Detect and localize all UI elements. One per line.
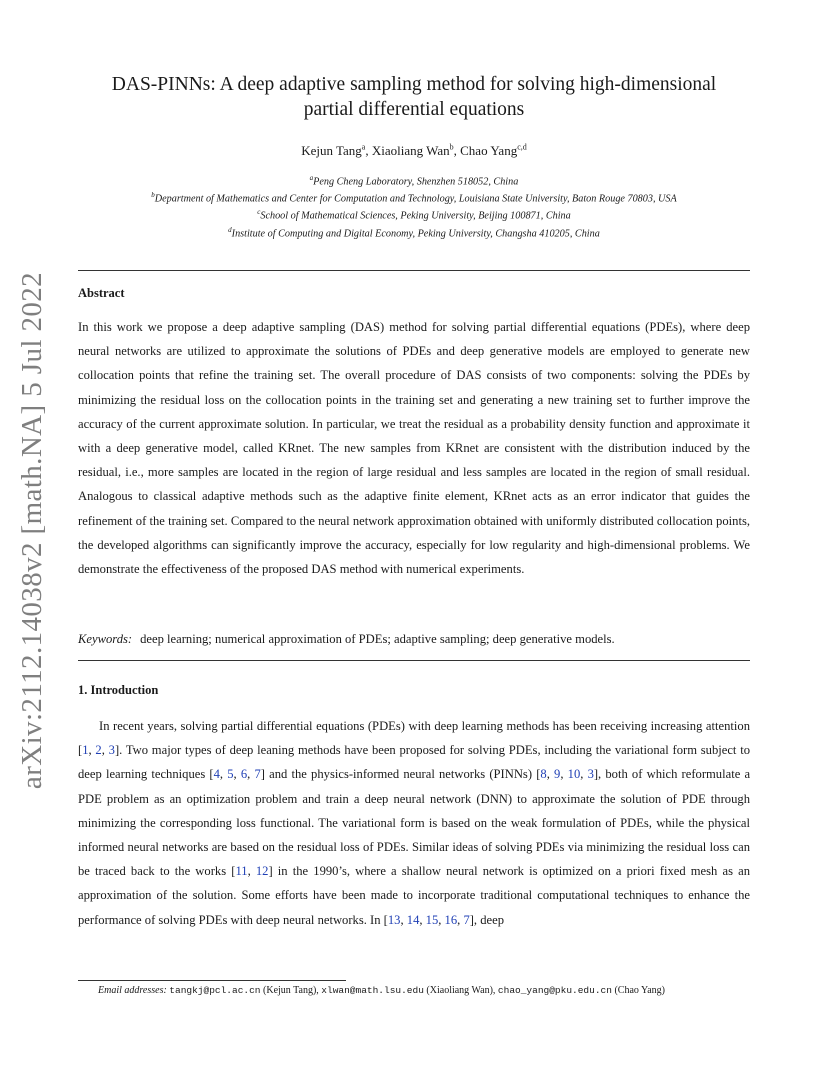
citation-link[interactable]: 16	[444, 912, 458, 927]
intro-text-run: ] and the physics-informed neural networks (PINNs) [	[260, 767, 541, 782]
citation-link[interactable]: 3	[587, 767, 594, 782]
section-heading-introduction: 1. Introduction	[78, 683, 159, 697]
intro-text-run: ,	[247, 767, 255, 782]
arxiv-identifier-stamp	[8, 271, 58, 789]
keywords	[78, 632, 750, 647]
intro-text-run: ,	[580, 767, 588, 782]
author-list	[78, 143, 750, 159]
abstract-top-rule	[78, 270, 750, 271]
email-link-3[interactable]: chao_yang@pku.edu.cn	[497, 985, 612, 996]
intro-text-run: ,	[219, 767, 228, 782]
citation-link[interactable]: 1	[82, 743, 89, 758]
intro-text-run: ,	[419, 912, 426, 927]
affiliation-a: $^a$Peng Cheng Laboratory, Shenzhen 518052, China	[309, 174, 519, 188]
email-owner-1: (Kejun Tang),	[263, 985, 319, 996]
affiliation-d: $^d$Institute of Computing and Digital Economy, Peking University, Changsha 410205, China	[228, 225, 600, 239]
intro-text-run: ,	[400, 912, 407, 927]
citation-link[interactable]: 12	[255, 864, 269, 879]
abstract-heading: Abstract	[78, 286, 125, 300]
citation-link[interactable]: 10	[567, 767, 581, 782]
citation-link[interactable]: 5	[227, 767, 234, 782]
intro-text-run: ,	[560, 767, 568, 782]
intro-text-run: ,	[457, 912, 464, 927]
citation-link[interactable]: 2	[95, 743, 102, 758]
paper-title	[78, 72, 750, 122]
citation-link[interactable]: 15	[425, 912, 439, 927]
author-2: Xiaoliang Wan$^b$,	[371, 143, 461, 159]
email-footnote	[98, 985, 758, 996]
footnote-rule	[78, 980, 346, 981]
arxiv-identifier-text: arXiv:2112.14038v2 [math.NA] 5 Jul 2022	[16, 271, 49, 789]
affiliation-c: $^c$School of Mathematical Sciences, Peking University, Beijing 100871, China	[257, 208, 571, 222]
citation-link[interactable]: 3	[108, 743, 115, 758]
citation-link[interactable]: 8	[540, 767, 547, 782]
email-owner-2: (Xiaoliang Wan),	[426, 985, 496, 996]
email-owner-3: (Chao Yang)	[614, 985, 666, 996]
title-line-2: partial differential equations	[303, 99, 525, 120]
keywords-text: deep learning; numerical approximation of PDEs; adaptive sampling; deep generative models.	[140, 632, 615, 646]
footnote-label: Email addresses:	[98, 985, 167, 996]
citation-link[interactable]: 6	[240, 767, 248, 782]
citation-link[interactable]: 13	[387, 912, 401, 927]
email-link-1[interactable]: tangkj@pcl.ac.cn	[169, 985, 261, 996]
introduction-paragraph	[78, 714, 750, 932]
citation-link[interactable]: 9	[554, 767, 561, 782]
intro-text-run: ,	[88, 743, 96, 758]
affiliation-list	[60, 172, 768, 241]
intro-text-run: ,	[247, 864, 256, 879]
citation-link[interactable]: 7	[254, 767, 261, 782]
intro-text-run: ], both of which reformulate a PDE problem as an optimization problem and train a deep neural network (DNN) to approximate the solution of PDE through minimizing the corresponding loss functional. The variational form is based on the weak formulation of PDEs, while the physical informed neural networks are based on the residual loss of PDEs. Similar ideas of solving PDEs via minimizing the residual loss can be traced back to the works [	[78, 767, 751, 879]
intro-text-run: ,	[101, 743, 109, 758]
citation-link[interactable]: 11	[235, 864, 248, 879]
abstract-text: In this work we propose a deep adaptive sampling (DAS) method for solving partial differential equations (PDEs), where deep neural networks are utilized to approximate the solutions of PDEs and deep generative models are employed to generate new collocation points that refine the training set. The overall procedure of DAS consists of two components: solving the PDEs by minimizing the residual loss on the collocation points in the training set and generating a new training set to further improve the accuracy of the current approximate solution. In particular, we treat the residual as a probability density function and approximate it with a deep generative model, called KRnet. The new samples from KRnet are consistent with the distribution induced by the residual, i.e., more samples are located in the region of large residual and less samples are located in the region of small residual. Analogous to classical adaptive methods such as the adaptive finite element, KRnet acts as an error indicator that guides the refinement of the training set. Compared to the neural network approximation obtained with uniformly distributed collocation points, the developed algorithms can significantly improve the accuracy, especially for low regularity and high-dimensional problems. We demonstrate the effectiveness of the proposed DAS method with numerical experiments.	[78, 320, 750, 577]
affiliation-b: $^b$Department of Mathematics and Center for Computation and Technology, Louisiana State University, Baton Rouge 70803, USA	[151, 191, 677, 205]
author-1: Kejun Tang$^a$,	[301, 143, 372, 159]
intro-text-run: ,	[546, 767, 555, 782]
title-line-1: DAS-PINNs: A deep adaptive sampling method for solving high-dimensional	[111, 74, 717, 95]
citation-link[interactable]: 14	[406, 912, 420, 927]
intro-text-run: ] in the 1990’s, where a shallow neural network is optimized on a priori fixed mesh as an approximation of the solution. Some efforts have been made to incorporate traditional computational techniques to enhance the performance of solving PDEs with deep neural networks. In [	[78, 864, 751, 927]
intro-text-run: In recent years, solving partial differential equations (PDEs) with deep learning methods has been receiving increasing attention [	[78, 719, 750, 758]
intro-text-run: ]. Two major types of deep leaning methods have been proposed for solving PDEs, including the variational form subject to deep learning techniques [	[78, 743, 750, 782]
author-3: Chao Yang$^{c,d}$	[460, 143, 527, 159]
citation-link[interactable]: 4	[213, 767, 220, 782]
email-link-2[interactable]: xlwan@math.lsu.edu	[321, 985, 424, 996]
intro-text-run: ], deep	[469, 912, 504, 927]
abstract-bottom-rule	[78, 660, 750, 661]
keywords-label: Keywords:	[78, 632, 133, 646]
intro-text-run: ,	[438, 912, 445, 927]
citation-link[interactable]: 7	[463, 912, 470, 927]
intro-text-run: ,	[233, 767, 241, 782]
